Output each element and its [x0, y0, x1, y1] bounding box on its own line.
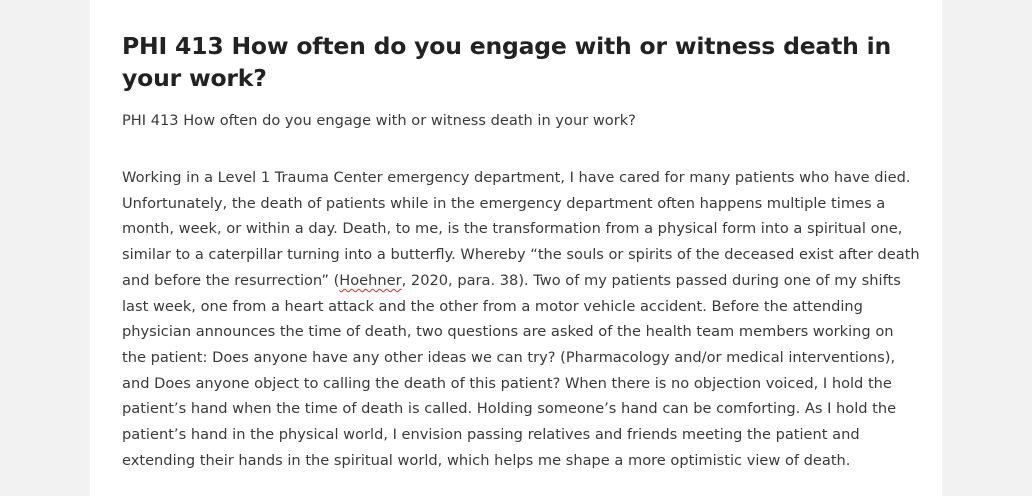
- article-body: [122, 165, 922, 473]
- citation-author: Hoehner: [339, 271, 402, 289]
- page-title: PHI 413 How often do you engage with or witness death in your work?: [122, 32, 892, 92]
- body-text-after-citation: , 2020, para. 38). Two of my patients passed during one of my shifts last week, one from a heart attack and the other from a motor vehicle accident. Before the attending physician announces the time of death, two questions are asked of the health team members working on the patient: Does anyone have any other ideas we can try? (Pharmacology and/or medical interventions), and Does anyone object to calling the death of this patient? When there is no objection voiced, I hold the patient’s hand when the time of death is called. Holding someone’s hand can be comforting. As I hold the patient’s hand in the physical world, I envision passing relatives and friends meeting the patient and extending their hands in the spiritual world, which helps me shape a more optimistic view of death.: [122, 271, 901, 469]
- article-card: [90, 0, 942, 496]
- article-subtitle: PHI 413 How often do you engage with or witness death in your work?: [122, 112, 636, 129]
- body-text-before-citation: Working in a Level 1 Trauma Center emergency department, I have cared for many patients who have died. Unfortunately, the death of patients while in the emergency department often happens multiple times a month, week, or within a day. Death, to me, is the transformation from a physical form into a spiritual one, similar to a caterpillar turning into a butterfly. Whereby “the souls or spirits of the deceased exist after death and before the resurrection” (: [122, 169, 920, 289]
